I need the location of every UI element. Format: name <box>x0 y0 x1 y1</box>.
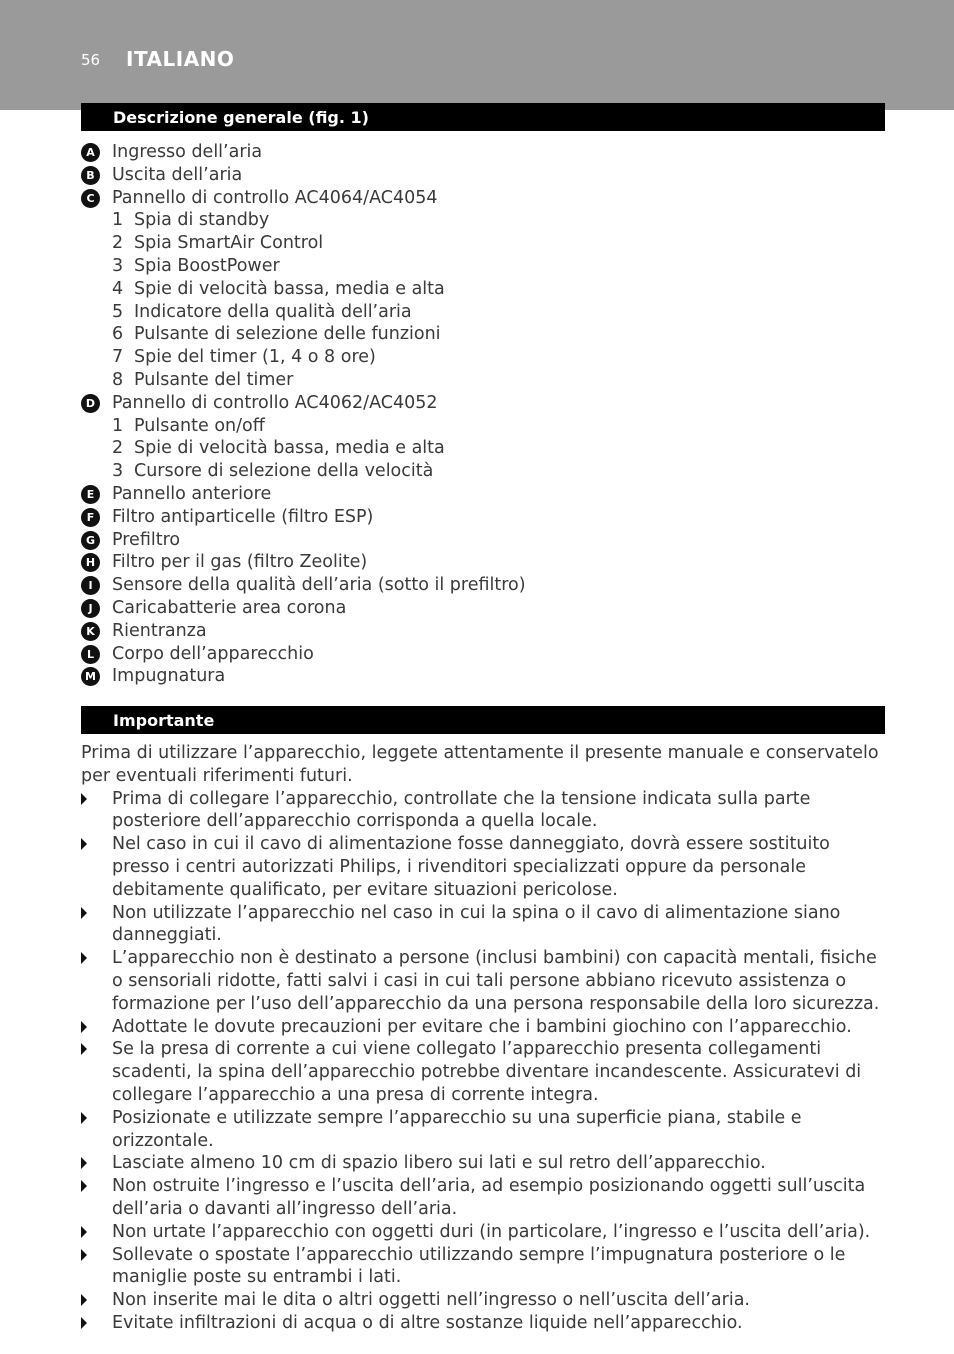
legend-item <box>81 551 885 574</box>
safety-bullet-text: Lasciate almeno 10 cm di spazio libero sui lati e sul retro dell’apparecchio. <box>112 1153 766 1174</box>
sub-item-number: 8 <box>112 369 124 390</box>
part-letter-badge: C <box>81 189 100 208</box>
important-intro: Prima di utilizzare l’apparecchio, leggete attentamente il presente manuale e conservatelo per eventuali riferimenti futuri. <box>81 743 879 786</box>
bullet-arrow-icon <box>81 1112 87 1124</box>
part-letter-badge: M <box>81 667 100 686</box>
legend-item <box>81 392 885 415</box>
bullet-arrow-icon <box>81 907 87 919</box>
legend-item-label: Filtro per il gas (filtro Zeolite) <box>112 552 368 573</box>
safety-bullet <box>81 788 891 834</box>
safety-bullet <box>81 947 891 1015</box>
part-letter-badge: L <box>81 645 100 664</box>
sub-item-number: 2 <box>112 233 124 254</box>
bullet-arrow-icon <box>81 1294 87 1306</box>
bullet-arrow-icon <box>81 1249 87 1261</box>
sub-item-number: 5 <box>112 301 124 322</box>
sub-item-label: Spia di standby <box>134 210 270 231</box>
legend-item <box>81 232 885 255</box>
legend-item <box>81 597 885 620</box>
legend-item <box>81 209 885 232</box>
safety-bullet-list <box>81 788 891 1335</box>
language-title: ITALIANO <box>126 47 235 71</box>
part-letter-badge: E <box>81 485 100 504</box>
legend-item <box>81 346 885 369</box>
legend-item <box>81 369 885 392</box>
safety-bullet <box>81 833 891 901</box>
sub-item-label: Spie di velocità bassa, media e alta <box>134 438 445 459</box>
sub-item-number: 4 <box>112 278 124 299</box>
legend-item-label: Uscita dell’aria <box>112 164 243 185</box>
safety-bullet <box>81 1038 891 1106</box>
safety-bullet <box>81 1016 891 1039</box>
legend-item-label: Rientranza <box>112 620 207 641</box>
page-number: 56 <box>81 51 101 69</box>
safety-bullet <box>81 1175 891 1221</box>
safety-bullet-text: Evitate infiltrazioni di acqua o di altre sostanze liquide nell’apparecchio. <box>112 1312 743 1333</box>
sub-item-label: Pulsante del timer <box>134 369 294 390</box>
sub-item-label: Spie di velocità bassa, media e alta <box>134 278 445 299</box>
legend-item-label: Caricabatterie area corona <box>112 597 347 618</box>
legend-item <box>81 574 885 597</box>
safety-bullet-text: Posizionate e utilizzate sempre l’apparecchio su una superficie piana, stabile e orizzontale. <box>112 1107 802 1151</box>
legend-item <box>81 415 885 438</box>
sub-item-label: Spia BoostPower <box>134 255 280 276</box>
bullet-arrow-icon <box>81 1043 87 1055</box>
legend-item-label: Sensore della qualità dell’aria (sotto il prefiltro) <box>112 575 526 596</box>
legend-item <box>81 460 885 483</box>
page-header <box>0 0 954 110</box>
safety-bullet <box>81 1312 891 1335</box>
safety-bullet-text: Adottate le dovute precauzioni per evitare che i bambini giochino con l’apparecchio. <box>112 1016 852 1037</box>
legend-item-label: Corpo dell’apparecchio <box>112 643 314 664</box>
legend-item <box>81 255 885 278</box>
legend-item-label: Pannello anteriore <box>112 483 272 504</box>
safety-bullet-text: Se la presa di corrente a cui viene collegato l’apparecchio presenta collegamenti scadenti, la spina dell’apparecchio potrebbe diventare incandescente. Assicuratevi di collegare l’apparecchio a una presa di corrente integra. <box>112 1039 862 1105</box>
part-letter-badge: I <box>81 576 100 595</box>
bullet-arrow-icon <box>81 952 87 964</box>
sub-item-label: Indicatore della qualità dell’aria <box>134 301 412 322</box>
sub-item-label: Spia SmartAir Control <box>134 233 324 254</box>
legend-item <box>81 301 885 324</box>
part-letter-badge: G <box>81 531 100 550</box>
safety-bullet-text: Nel caso in cui il cavo di alimentazione fosse danneggiato, dovrà essere sostituito presso i centri autorizzati Philips, i rivenditori specializzati oppure da personale debitamente qualificato, per evitare situazioni pericolose. <box>112 834 830 900</box>
legend-item <box>81 665 885 688</box>
legend-item <box>81 529 885 552</box>
safety-bullet <box>81 1152 891 1175</box>
sub-item-number: 3 <box>112 461 124 482</box>
sub-item-label: Pulsante di selezione delle funzioni <box>134 324 441 345</box>
section-heading-description-text: Descrizione generale (fig. 1) <box>113 108 369 127</box>
sub-item-number: 1 <box>112 210 124 231</box>
legend-item <box>81 437 885 460</box>
sub-item-number: 3 <box>112 255 124 276</box>
parts-legend <box>81 141 885 688</box>
legend-item <box>81 187 885 210</box>
safety-bullet <box>81 1244 891 1290</box>
legend-item <box>81 164 885 187</box>
bullet-arrow-icon <box>81 1157 87 1169</box>
sub-item-label: Pulsante on/off <box>134 415 265 436</box>
bullet-arrow-icon <box>81 1021 87 1033</box>
bullet-arrow-icon <box>81 838 87 850</box>
bullet-arrow-icon <box>81 1226 87 1238</box>
part-letter-badge: K <box>81 622 100 641</box>
bullet-arrow-icon <box>81 1317 87 1329</box>
safety-bullet-text: Non inserite mai le dita o altri oggetti nell’ingresso o nell’uscita dell’aria. <box>112 1290 750 1311</box>
safety-bullet-text: L’apparecchio non è destinato a persone (inclusi bambini) con capacità mentali, fisiche o sensoriali ridotte, fatti salvi i casi in cui tali persone abbiano ricevuto assistenza o formazione per l’uso dell’apparecchio da una persona responsabile della loro sicurezza. <box>112 948 880 1014</box>
section-heading-important-text: Importante <box>113 711 215 730</box>
sub-item-label: Spie del timer (1, 4 o 8 ore) <box>134 347 376 368</box>
part-letter-badge: B <box>81 166 100 185</box>
legend-item <box>81 620 885 643</box>
legend-item-label: Pannello di controllo AC4064/AC4054 <box>112 187 438 208</box>
legend-item-label: Filtro antiparticelle (filtro ESP) <box>112 506 374 527</box>
sub-item-number: 6 <box>112 324 124 345</box>
legend-item <box>81 483 885 506</box>
safety-bullet <box>81 1221 891 1244</box>
sub-item-number: 2 <box>112 438 124 459</box>
safety-bullet-text: Non urtate l’apparecchio con oggetti duri (in particolare, l’ingresso e l’uscita dell’aria). <box>112 1221 871 1242</box>
bullet-arrow-icon <box>81 1180 87 1192</box>
sub-item-number: 7 <box>112 347 124 368</box>
important-section <box>81 742 891 1335</box>
bullet-arrow-icon <box>81 793 87 805</box>
legend-item <box>81 323 885 346</box>
legend-item-label: Ingresso dell’aria <box>112 142 263 162</box>
safety-bullet <box>81 1289 891 1312</box>
safety-bullet-text: Sollevate o spostate l’apparecchio utilizzando sempre l’impugnatura posteriore o le maniglie poste su entrambi i lati. <box>112 1244 846 1288</box>
legend-item <box>81 141 885 164</box>
sub-item-number: 1 <box>112 415 124 436</box>
legend-item <box>81 506 885 529</box>
part-letter-badge: D <box>81 394 100 413</box>
legend-item-label: Impugnatura <box>112 666 226 687</box>
safety-bullet-text: Non utilizzate l’apparecchio nel caso in cui la spina o il cavo di alimentazione siano danneggiati. <box>112 902 841 946</box>
section-heading-important <box>81 706 885 734</box>
safety-bullet <box>81 1107 891 1153</box>
part-letter-badge: A <box>81 143 100 162</box>
part-letter-badge: J <box>81 599 100 618</box>
part-letter-badge: H <box>81 553 100 572</box>
section-heading-description <box>81 103 885 131</box>
legend-item <box>81 643 885 666</box>
legend-item-label: Prefiltro <box>112 529 181 550</box>
safety-bullet <box>81 902 891 948</box>
legend-item-label: Pannello di controllo AC4062/AC4052 <box>112 392 438 413</box>
part-letter-badge: F <box>81 508 100 527</box>
legend-item <box>81 278 885 301</box>
sub-item-label: Cursore di selezione della velocità <box>134 461 434 482</box>
safety-bullet-text: Prima di collegare l’apparecchio, controllate che la tensione indicata sulla parte posteriore dell’apparecchio corrisponda a quella locale. <box>112 788 811 832</box>
safety-bullet-text: Non ostruite l’ingresso e l’uscita dell’aria, ad esempio posizionando oggetti sull’uscita dell’aria o davanti all’ingresso dell’aria. <box>112 1176 866 1219</box>
